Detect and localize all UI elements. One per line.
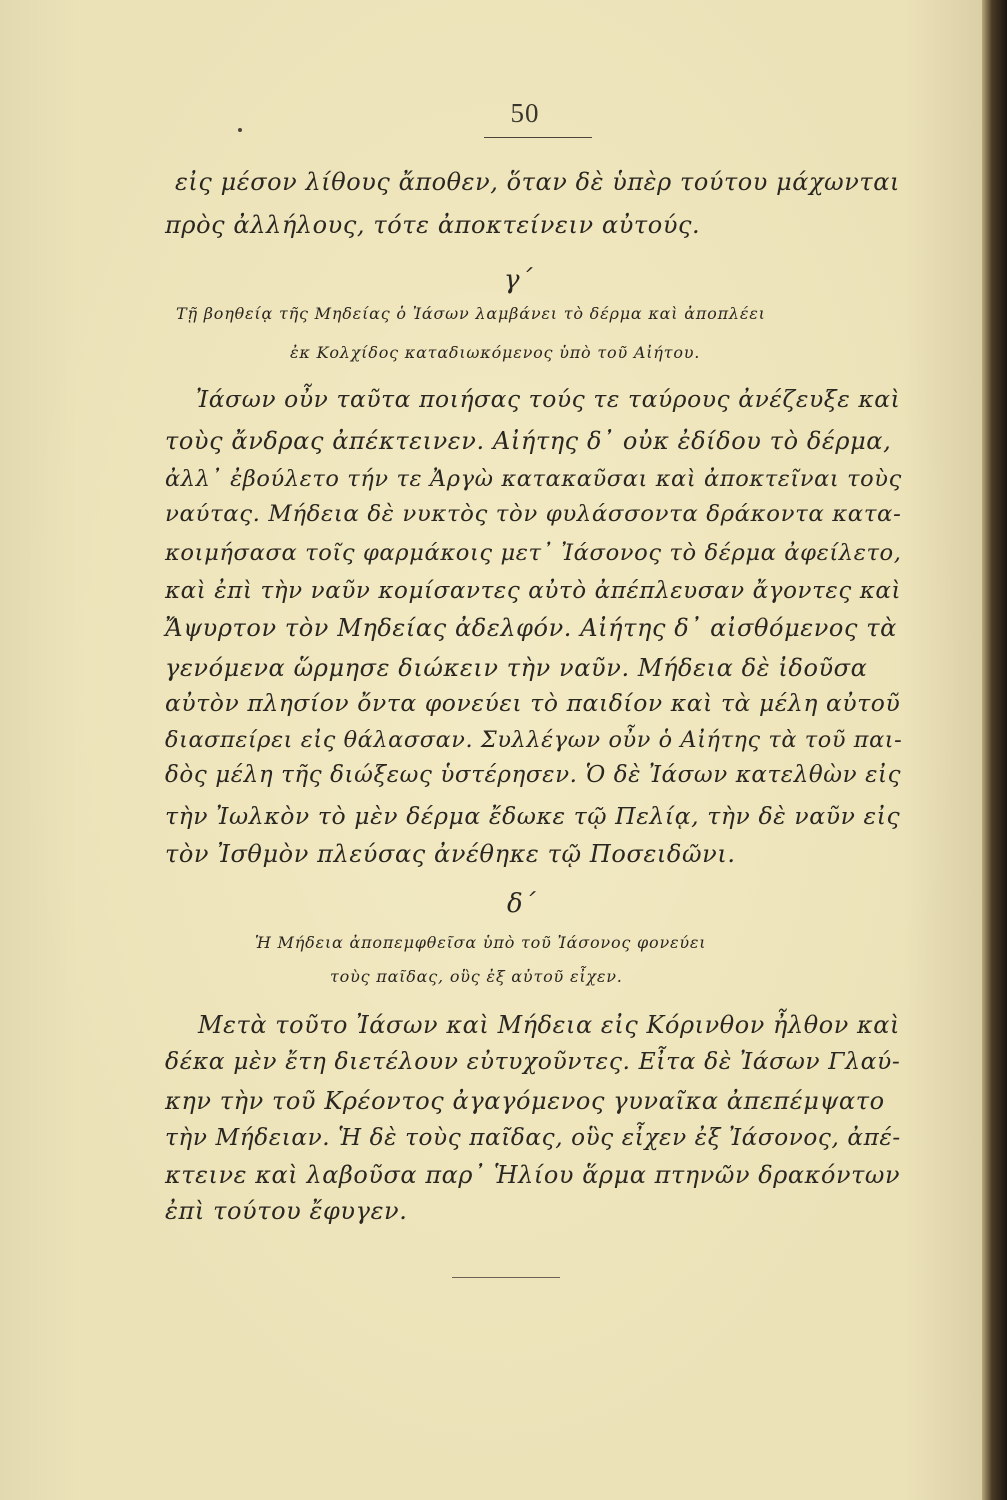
section-numeral: δ΄ (507, 889, 536, 919)
section-summary-line: Τῇ βοηθείᾳ τῆς Μηδείας ὁ Ἰάσων λαμβάνει τὸ δέρμα καὶ ἀποπλέει (176, 304, 766, 323)
section-summary-line: ἐκ Κολχίδος καταδιωκόμενος ὑπὸ τοῦ Αἰήτου. (290, 343, 701, 362)
text-line: πρὸς ἀλλήλους, τότε ἀποκτείνειν αὐτούς. (165, 211, 701, 239)
text-line: τὴν Μήδειαν. Ἡ δὲ τοὺς παῖδας, οὓς εἶχεν ἐξ Ἰάσονος, ἀπέ- (165, 1125, 901, 1151)
text-line: τοὺς ἄνδρας ἀπέκτεινεν. Αἰήτης δ᾽ οὐκ ἐδίδου τὸ δέρμα, (165, 427, 892, 455)
text-line: τὸν Ἰσθμὸν πλεύσας ἀνέθηκε τῷ Ποσειδῶνι. (165, 840, 736, 868)
text-line: Μετὰ τοῦτο Ἰάσων καὶ Μήδεια εἰς Κόρινθον ἦλθον καὶ (198, 1011, 901, 1039)
text-line: εἰς μέσον λίθους ἄποθεν, ὅταν δὲ ὑπὲρ τούτου μάχωνται (175, 168, 900, 196)
page-speck (238, 128, 242, 132)
section-summary-line: Ἡ Μήδεια ἀποπεμφθεῖσα ὑπὸ τοῦ Ἰάσονος φονεύει (255, 933, 707, 952)
section-numeral: γ΄ (504, 265, 533, 295)
text-line: ἀλλ᾽ ἐβούλετο τήν τε Ἀργὼ κατακαῦσαι καὶ ἀποκτεῖναι τοὺς (165, 466, 902, 492)
text-line: δὸς μέλη τῆς διώξεως ὑστέρησεν. Ὁ δὲ Ἰάσων κατελθὼν εἰς (165, 762, 902, 788)
page-number: 50 (510, 98, 540, 128)
text-line: κτεινε καὶ λαβοῦσα παρ᾽ Ἡλίου ἅρμα πτηνῶν δρακόντων (165, 1161, 901, 1189)
page-number-rule (484, 137, 592, 138)
text-line: γενόμενα ὥρμησε διώκειν τὴν ναῦν. Μήδεια δὲ ἰδοῦσα (165, 654, 868, 682)
text-line: διασπείρει εἰς θάλασσαν. Συλλέγων οὖν ὁ Αἰήτης τὰ τοῦ παι- (165, 727, 903, 753)
text-line: δέκα μὲν ἔτη διετέλουν εὐτυχοῦντες. Εἶτα δὲ Ἰάσων Γλαύ- (165, 1047, 901, 1075)
text-line: καὶ ἐπὶ τὴν ναῦν κομίσαντες αὐτὸ ἀπέπλευσαν ἄγοντες καὶ (165, 578, 902, 604)
text-line: Ἰάσων οὖν ταῦτα ποιήσας τούς τε ταύρους ἀνέζευξε καὶ (196, 385, 901, 413)
text-line: κοιμήσασα τοῖς φαρμάκοις μετ᾽ Ἰάσονος τὸ δέρμα ἀφείλετο, (165, 540, 902, 566)
section-summary-line: τοὺς παῖδας, οὓς ἐξ αὐτοῦ εἶχεν. (330, 967, 623, 986)
text-line: ἐπὶ τούτου ἔφυγεν. (165, 1197, 408, 1225)
end-rule (452, 1277, 560, 1278)
text-line: αὐτὸν πλησίον ὄντα φονεύει τὸ παιδίον καὶ τὰ μέλη αὐτοῦ (165, 689, 901, 717)
text-line: Ἄψυρτον τὸν Μηδείας ἀδελφόν. Αἰήτης δ᾽ αἰσθόμενος τὰ (165, 614, 897, 642)
text-line: ναύτας. Μήδεια δὲ νυκτὸς τὸν φυλάσσοντα δράκοντα κατα- (165, 501, 902, 527)
text-line: κην τὴν τοῦ Κρέοντος ἀγαγόμενος γυναῖκα ἀπεπέμψατο (165, 1087, 885, 1115)
text-line: τὴν Ἰωλκὸν τὸ μὲν δέρμα ἔδωκε τῷ Πελίᾳ, τὴν δὲ ναῦν εἰς (165, 802, 901, 830)
page-edge-shadow (982, 0, 1007, 1500)
